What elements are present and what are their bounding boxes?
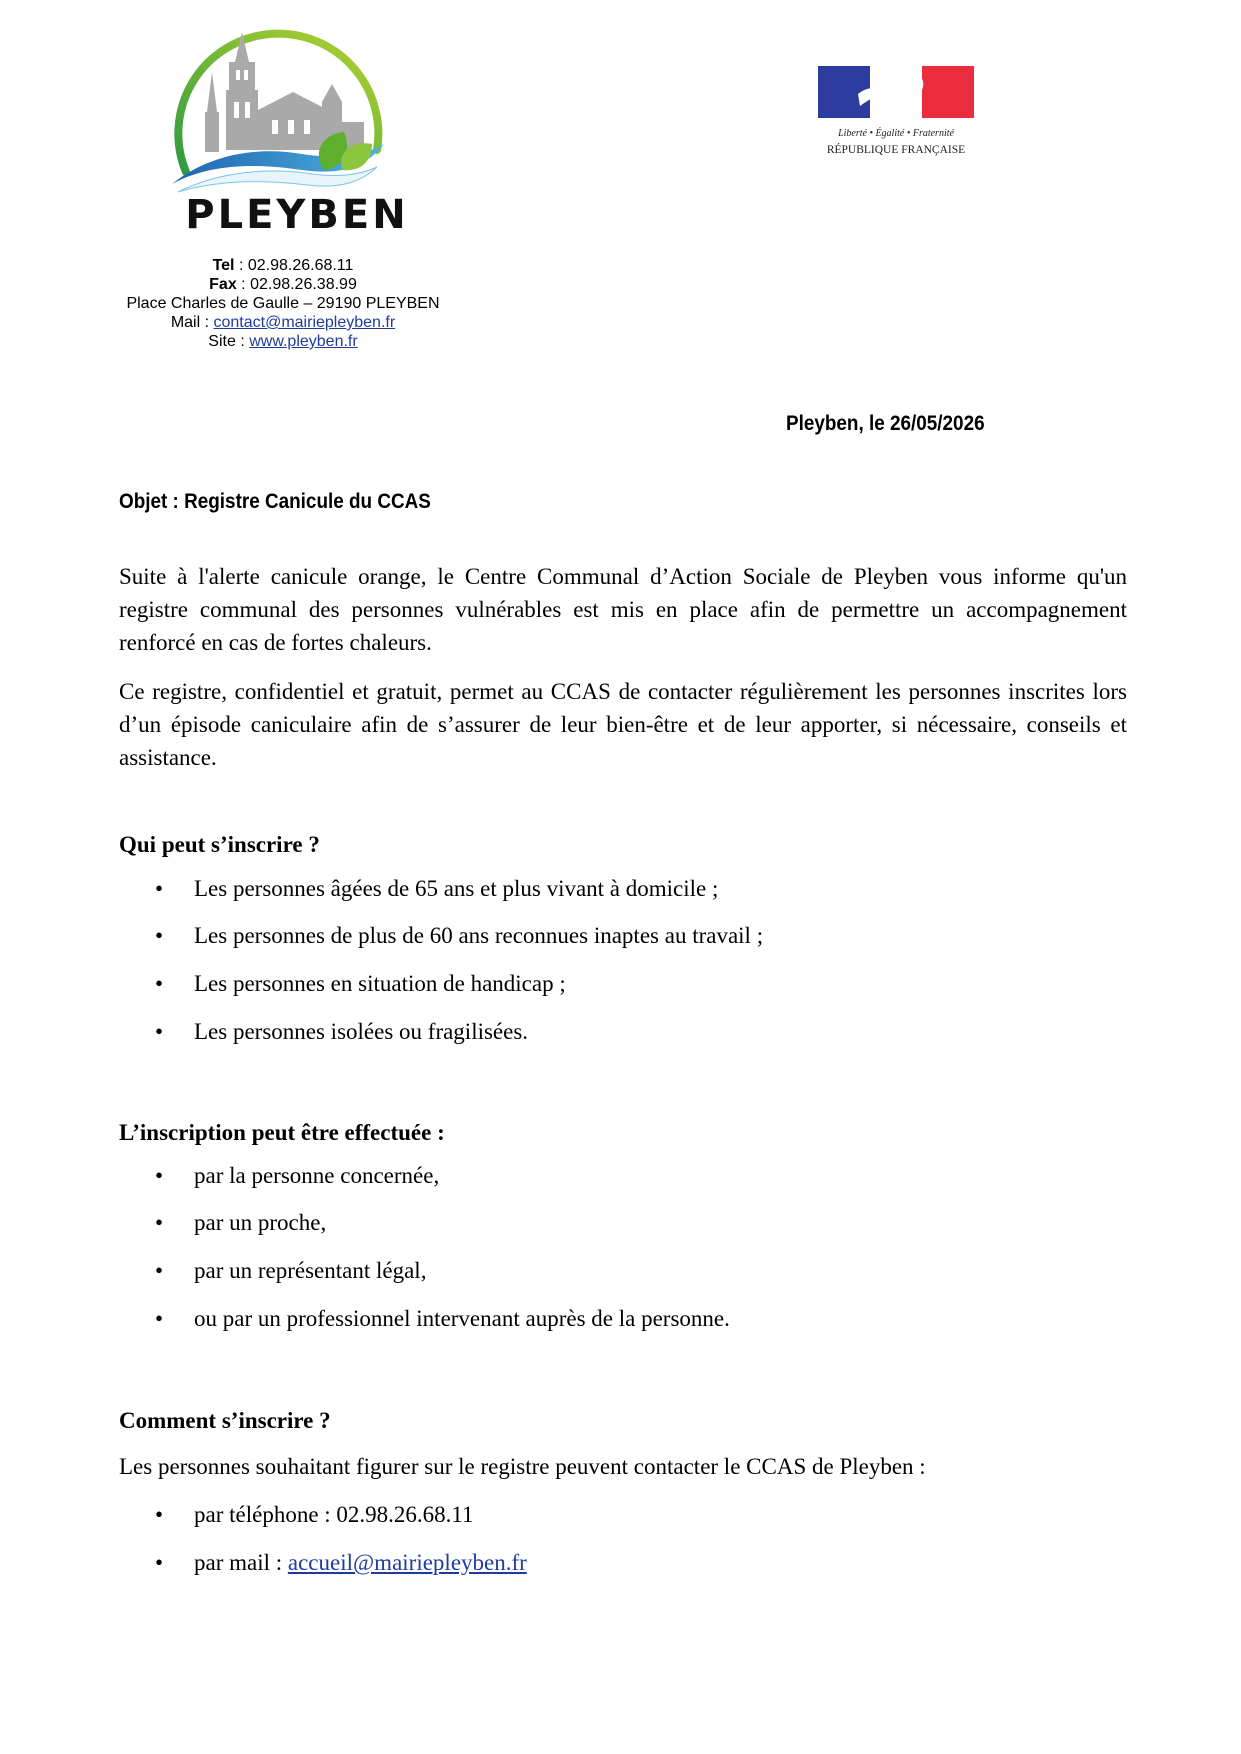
bullet: • [155, 1210, 164, 1235]
letter-subject: Objet : Registre Canicule du CCAS [119, 490, 431, 513]
contact-email-link[interactable]: contact@mairiepleyben.fr [213, 314, 396, 331]
bullet: • [155, 1258, 164, 1283]
registration-by-heading: L’inscription peut être effectuée : [119, 1120, 445, 1145]
phone-line: Tel : 02.98.26.68.11 [212, 257, 354, 274]
bullet: • [155, 1550, 164, 1575]
eligibility-heading: Qui peut s’inscrire ? [119, 832, 320, 857]
bullet: • [155, 923, 164, 948]
accueil-email-link[interactable]: accueil@mairiepleyben.fr [287, 1550, 527, 1575]
bullet: • [155, 1163, 164, 1188]
contact-block [100, 256, 466, 351]
mail-line: Mail : contact@mairiepleyben.fr [170, 314, 396, 331]
svg-text:RÉPUBLIQUE FRANÇAISE: RÉPUBLIQUE FRANÇAISE [826, 144, 966, 156]
letter-date: Pleyben, le 26/05/2026 [786, 412, 985, 435]
bullet: • [155, 1019, 164, 1044]
svg-text:PLEYBEN: PLEYBEN [185, 192, 409, 238]
pleyben-logo [172, 22, 422, 244]
registry-paragraph: Ce registre, confidentiel et gratuit, permet au CCAS de contacter régulièrement les personnes inscrites lors d’un épisode caniculaire afin de s’assurer de leur bien-être et de leur apporter, si nécessaire, conseils et assistance. [119, 679, 1127, 770]
bullet: • [155, 971, 164, 996]
address-line: Place Charles de Gaulle – 29190 PLEYBEN [126, 295, 440, 312]
website-link[interactable]: www.pleyben.fr [249, 333, 358, 350]
svg-text:Liberté • Égalité • Fraternité: Liberté • Égalité • Fraternité [838, 128, 954, 139]
intro-paragraph: Suite à l'alerte canicule orange, le Centre Communal d’Action Sociale de Pleyben vous informe qu'un registre communal des personnes vulnérables est mis en place afin de permettre un accompagnement renforcé en cas de fortes chaleurs. [119, 564, 1127, 655]
how-to-register-intro: Les personnes souhaitant figurer sur le registre peuvent contacter le CCAS de Pleyben : [119, 1454, 926, 1479]
fax-line: Fax : 02.98.26.38.99 [209, 276, 357, 293]
bullet: • [155, 876, 164, 901]
how-to-register-heading: Comment s’inscrire ? [119, 1408, 331, 1433]
bullet: • [155, 1306, 164, 1331]
republique-francaise-logo [818, 66, 974, 160]
bullet: • [155, 1502, 164, 1527]
site-line: Site : www.pleyben.fr [208, 333, 358, 350]
